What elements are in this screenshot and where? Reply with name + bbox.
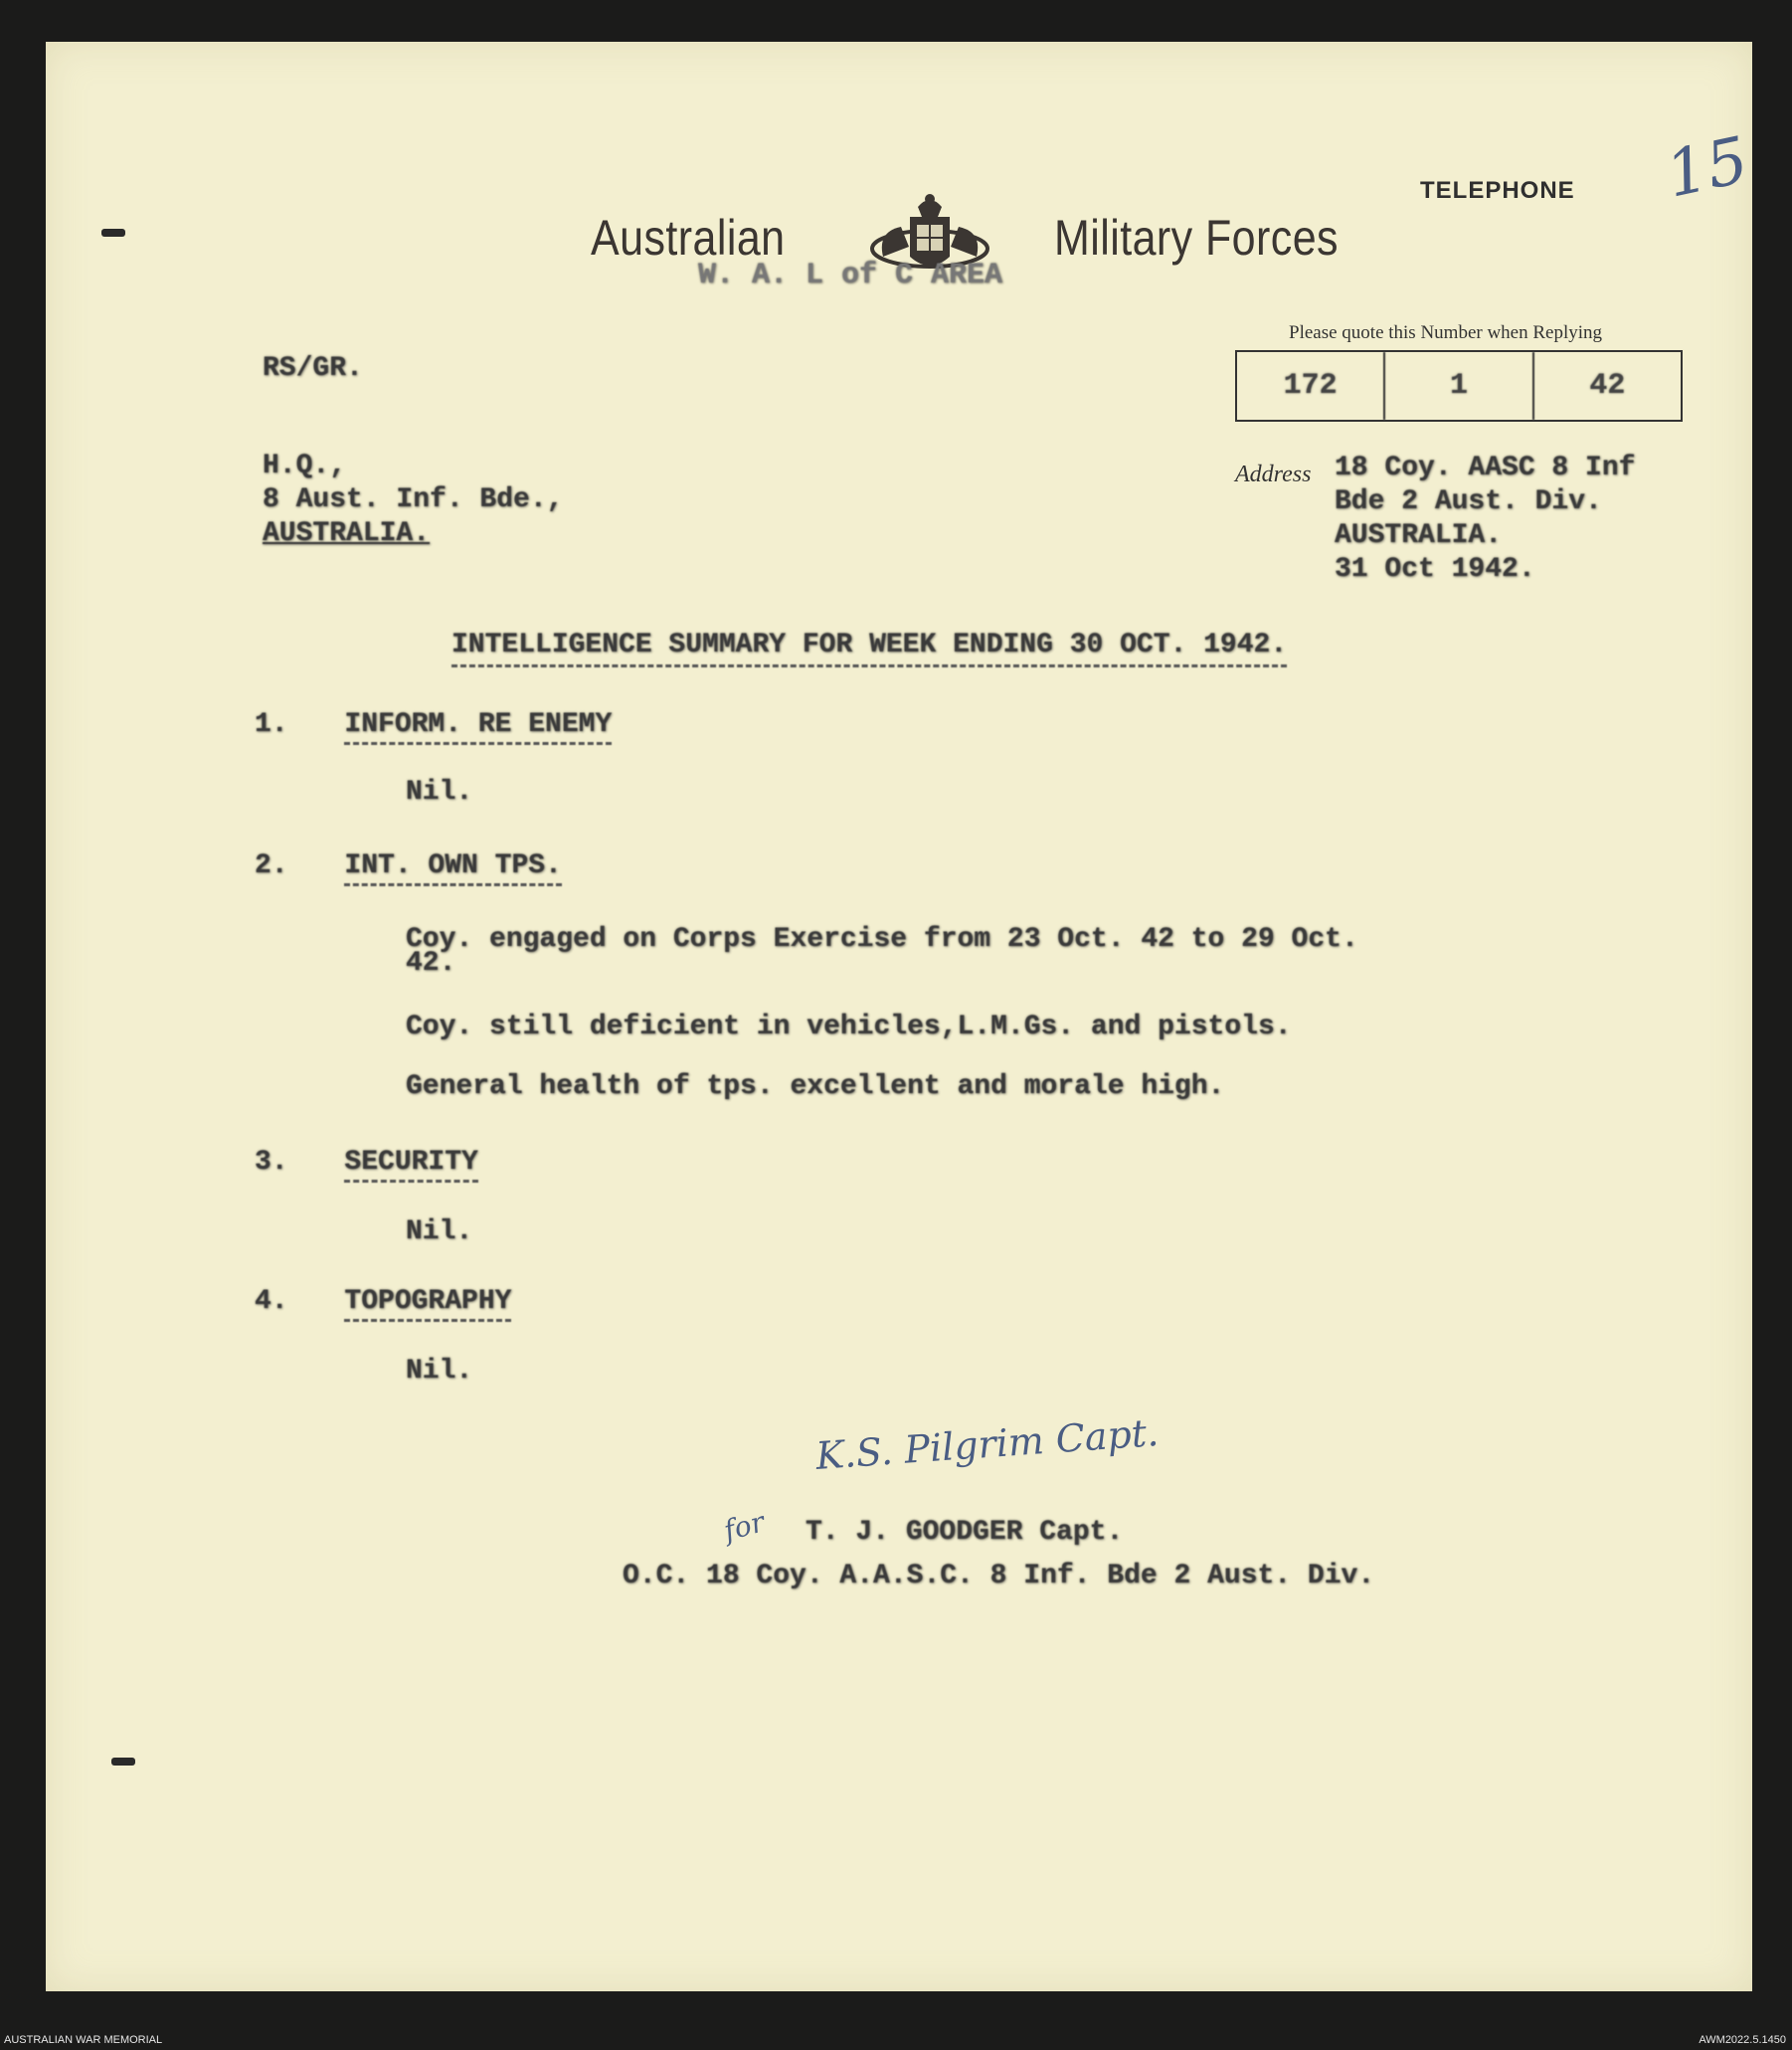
reference-box xyxy=(1235,350,1683,422)
file-reference: RS/GR. xyxy=(263,353,363,384)
section-number: 1. xyxy=(255,709,288,740)
section-number: 4. xyxy=(255,1286,288,1317)
handwritten-signature: K.S. Pilgrim Capt. xyxy=(813,1410,1161,1478)
recipient-line: H.Q., xyxy=(263,451,347,481)
letterhead-right: Military Forces xyxy=(1054,210,1339,266)
body-line: 42. xyxy=(406,948,456,979)
reference-label: Please quote this Number when Replying xyxy=(1289,322,1603,343)
document-page xyxy=(46,42,1755,1991)
signature-for-note: for xyxy=(720,1505,769,1548)
punch-hole xyxy=(111,1758,135,1766)
body-line: Coy. engaged on Corps Exercise from 23 Oct. 42 to 29 Oct. xyxy=(406,924,1358,955)
section-2-body xyxy=(406,923,1679,1104)
body-line: General health of tps. excellent and morale high. xyxy=(406,1071,1225,1102)
summary-title: INTELLIGENCE SUMMARY FOR WEEK ENDING 30 OCT. 1942. xyxy=(451,629,1287,667)
reference-cell: 172 xyxy=(1237,352,1385,420)
address-date: 31 Oct 1942. xyxy=(1335,554,1535,585)
reference-cell: 42 xyxy=(1589,369,1626,403)
footer-left: AUSTRALIAN WAR MEMORIAL xyxy=(4,2034,163,2046)
letterhead-left: Australian xyxy=(591,210,786,266)
section-2-heading xyxy=(255,849,562,883)
section-title: TOPOGRAPHY xyxy=(344,1286,511,1322)
section-title: INT. OWN TPS. xyxy=(344,850,561,886)
reference-cell: 1 xyxy=(1385,352,1533,420)
footer-right: AWM2022.5.1450 xyxy=(1699,2034,1786,2046)
body-line: Coy. still deficient in vehicles,L.M.Gs. and pistols. xyxy=(406,1012,1292,1042)
signatory-unit: O.C. 18 Coy. A.A.S.C. 8 Inf. Bde 2 Aust. Div. xyxy=(623,1561,1375,1591)
section-title: INFORM. RE ENEMY xyxy=(344,709,612,745)
address-label: Address xyxy=(1235,462,1312,487)
telephone-label: TELEPHONE xyxy=(1420,177,1575,204)
recipient-block xyxy=(263,450,563,551)
section-title: SECURITY xyxy=(344,1147,477,1183)
folio-number: 15 xyxy=(1660,123,1755,213)
punch-hole xyxy=(101,229,125,237)
signatory-name: T. J. GOODGER Capt. xyxy=(806,1517,1124,1548)
section-number: 3. xyxy=(255,1147,288,1178)
section-3-body: Nil. xyxy=(406,1216,473,1247)
address-line: AUSTRALIA. xyxy=(1335,520,1503,551)
address-line: 18 Coy. AASC 8 Inf xyxy=(1335,453,1636,483)
section-1-body: Nil. xyxy=(406,777,473,808)
address-line: Bde 2 Aust. Div. xyxy=(1335,486,1602,517)
stamp-line: W. A. L of C AREA xyxy=(698,259,1003,292)
section-3-heading xyxy=(255,1146,478,1180)
section-number: 2. xyxy=(255,850,288,881)
sender-address xyxy=(1335,452,1635,587)
recipient-line: 8 Aust. Inf. Bde., xyxy=(263,484,564,515)
section-4-heading xyxy=(255,1285,511,1319)
recipient-line: AUSTRALIA. xyxy=(263,518,431,549)
section-1-heading xyxy=(255,708,612,742)
section-4-body: Nil. xyxy=(406,1356,473,1387)
